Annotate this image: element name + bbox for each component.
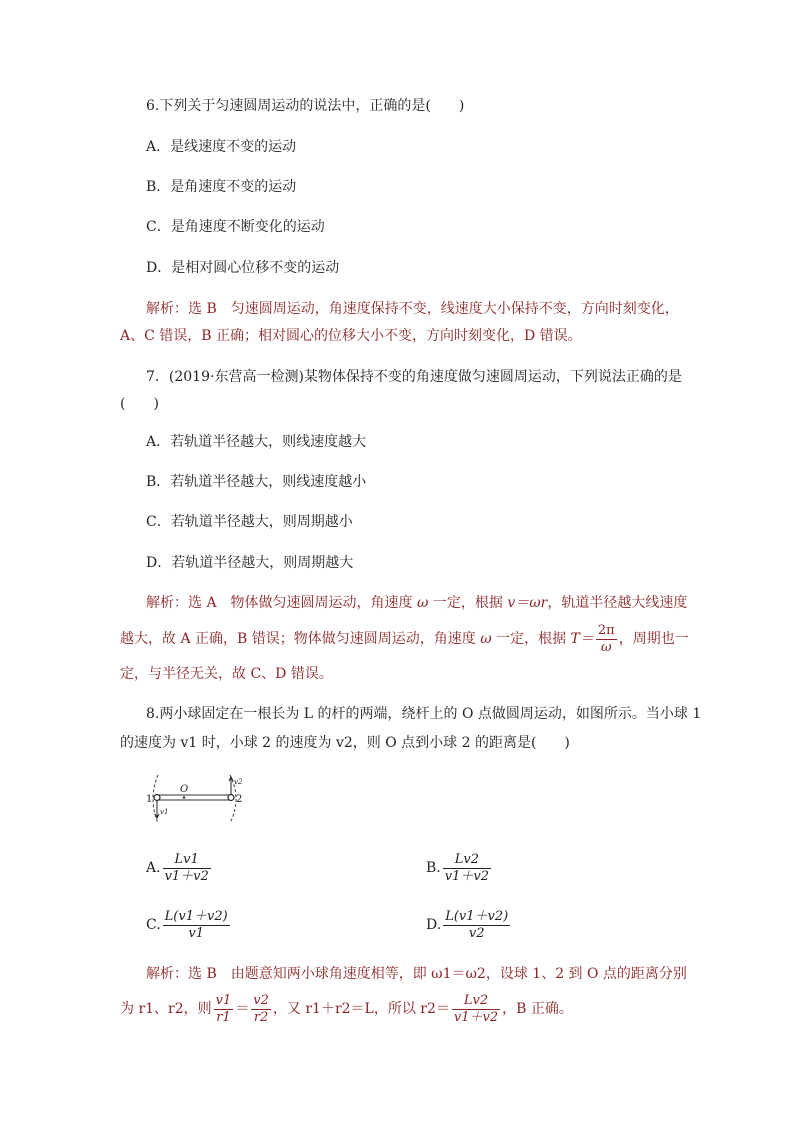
q6-analysis-line2: A、C 错误，B 正确；相对圆心的位移大小不变，方向时刻变化，D 错误。 [120, 328, 582, 344]
fraction-numerator: L(v1＋v2) [164, 908, 228, 924]
period-formula: T＝ [570, 631, 594, 647]
fraction-numerator: Lv1 [163, 852, 211, 869]
fraction-numerator: v1 [215, 992, 232, 1008]
q7-option-b: B．若轨道半径越大，则线速度越小 [146, 474, 367, 490]
option-prefix: B. [426, 860, 441, 876]
fraction-denominator: v1＋v2 [444, 868, 489, 884]
fraction-denominator: r2 [253, 1009, 269, 1025]
q7-analysis-text: ，周期也一 [618, 631, 689, 647]
fraction-numerator: L(v1＋v2) [445, 908, 509, 924]
fraction-numerator: Lv2 [452, 993, 500, 1010]
label-1: 1 [146, 794, 153, 805]
ball-2 [228, 795, 234, 801]
q7-stem-line1: 7．(2019·东营高一检测)某物体保持不变的角速度做匀速圆周运动，下列说法正确的是 [146, 369, 682, 385]
fraction-denominator: v1＋v2 [164, 868, 209, 884]
fraction-denominator: r1 [216, 1009, 231, 1025]
q6-option-a: A．是线速度不变的运动 [146, 139, 297, 155]
option-prefix: D. [426, 917, 442, 933]
q8-analysis-line1: 解析：选 B 由题意知两小球角速度相等，即 ω1＝ω2，设球 1、2 到 O 点的距离分别 [146, 966, 687, 982]
fraction-numerator: v2 [253, 992, 269, 1008]
option-prefix: A. [146, 860, 161, 876]
q7-analysis-text: 越大，故 A 正确，B 错误；物体做匀速圆周运动，角速度 [120, 631, 481, 647]
result-fraction [452, 993, 500, 1026]
ball-1 [154, 795, 160, 801]
q7-stem-line2: ( ) [120, 396, 159, 412]
omega-symbol: ω [480, 631, 492, 647]
q8-analysis-text: ，B 正确。 [502, 1001, 573, 1017]
q7-analysis-line2 [120, 621, 689, 657]
q8-analysis-text: ，又 r1＋r2＝L，所以 r2＝ [272, 1001, 450, 1017]
q6-analysis-line1: 解析：选 B 匀速圆周运动，角速度保持不变，线速度大小保持不变，方向时刻变化， [146, 301, 679, 317]
equals-sign: ＝ [235, 1001, 250, 1017]
label-O: O [180, 784, 189, 795]
q7-analysis-line3: 定，与半径无关，故 C、D 错误。 [120, 666, 333, 682]
pivot-point [183, 796, 185, 798]
fraction-denominator: v1＋v2 [453, 1009, 499, 1025]
q6-stem: 6.下列关于匀速圆周运动的说法中，正确的是( ) [146, 98, 465, 114]
fraction-numerator: Lv2 [443, 852, 491, 869]
q8-analysis-text: 为 r1、r2，则 [120, 1001, 212, 1017]
q7-analysis-text: 一定，根据 [491, 631, 571, 647]
option-fraction [163, 909, 230, 942]
q7-analysis-text: ，轨道半径越大线速度 [547, 595, 688, 611]
q7-analysis-text: 一定，根据 [428, 595, 508, 611]
period-fraction [596, 623, 617, 656]
rod [158, 795, 230, 800]
q7-option-a: A．若轨道半径越大，则线速度越大 [146, 434, 367, 450]
q8-stem-line2: 的速度为 v1 时，小球 2 的速度为 v2，则 O 点到小球 2 的距离是( ) [120, 735, 570, 751]
fraction-denominator: ω [600, 639, 612, 655]
omega-symbol: ω [417, 595, 429, 611]
ratio-fraction-2 [251, 993, 271, 1026]
option-fraction [443, 909, 510, 942]
option-fraction [163, 852, 211, 885]
velocity-formula: v＝ωr [507, 595, 548, 611]
label-v2: v2 [234, 778, 243, 786]
label-v1: v1 [160, 808, 169, 816]
q6-option-d: D．是相对圆心位移不变的运动 [146, 260, 340, 276]
label-2: 2 [236, 794, 243, 805]
q8-stem-line1: 8.两小球固定在一根长为 L 的杆的两端，绕杆上的 O 点做圆周运动，如图所示。当小球 1 [146, 706, 702, 722]
q7-option-c: C．若轨道半径越大，则周期越小 [146, 514, 353, 530]
q7-analysis-line1 [146, 593, 687, 613]
q8-option-d [426, 907, 512, 943]
q7-analysis-text: 解析：选 A 物体做匀速圆周运动，角速度 [146, 595, 418, 611]
fraction-denominator: v2 [468, 925, 485, 941]
option-fraction [443, 852, 491, 885]
fraction-numerator: 2π [597, 622, 615, 638]
rod-rotation-figure [146, 773, 256, 825]
option-prefix: C. [146, 917, 161, 933]
q7-option-d: D．若轨道半径越大，则周期越大 [146, 555, 354, 571]
q8-option-a [146, 850, 213, 886]
ratio-fraction-1 [214, 993, 234, 1026]
q8-analysis-line2 [120, 990, 573, 1028]
q8-option-b [426, 850, 493, 886]
q8-option-c [146, 907, 232, 943]
q6-option-c: C．是角速度不断变化的运动 [146, 219, 325, 235]
q6-option-b: B．是角速度不变的运动 [146, 179, 297, 195]
fraction-denominator: v1 [188, 925, 204, 941]
